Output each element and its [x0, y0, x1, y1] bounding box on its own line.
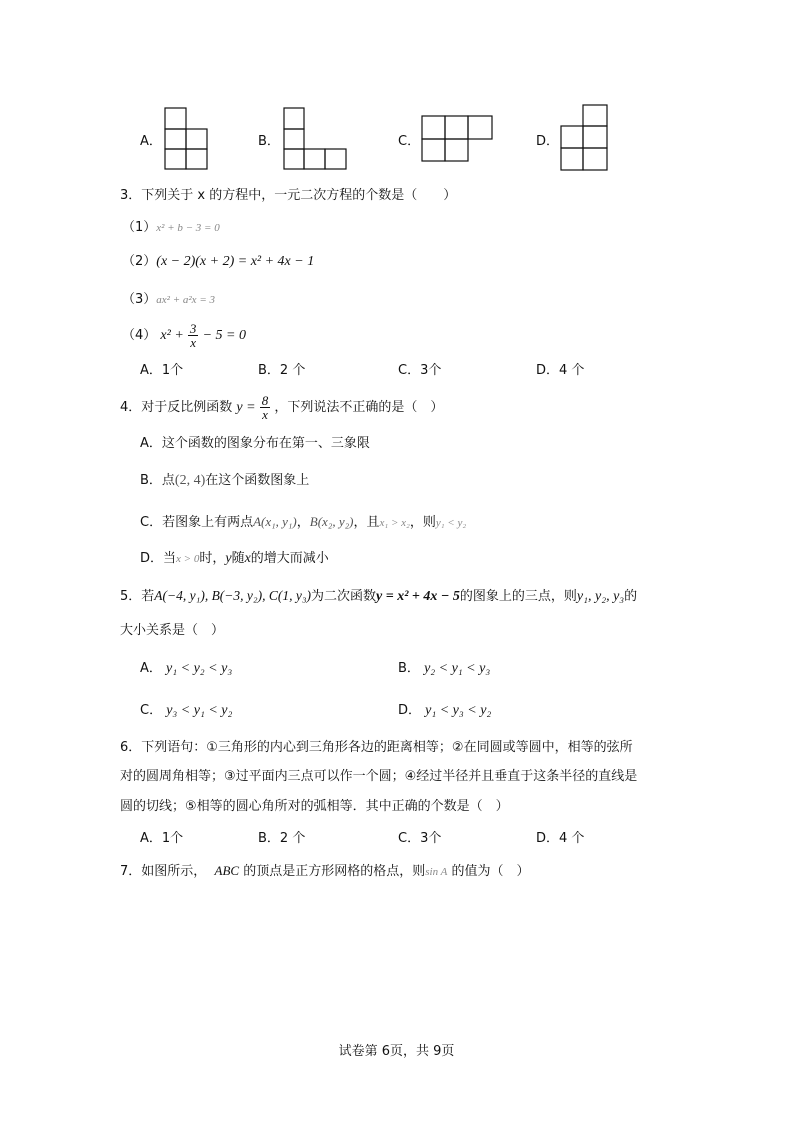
q3-option-c: C．3个 [398, 363, 442, 378]
q3-item-4-label: （4） [122, 328, 157, 343]
q4-option-c-res: y₁ < y₂ [435, 517, 467, 529]
q5-option-c [140, 701, 232, 721]
option-d-figure [560, 104, 610, 172]
option-c-figure [421, 115, 497, 163]
q4-stem-post: ，下列说法不正确的是（ ） [274, 400, 444, 415]
q5-option-b-label: B． [398, 661, 420, 676]
q4-option-c-cond: x₁ > x₂ [379, 517, 410, 529]
q4-frac-num: 8 [261, 393, 269, 408]
q7-stem-post: 的值为（ ） [451, 864, 530, 879]
q3-item-4-pre: x² + [160, 328, 184, 343]
q3-item-2-label: （2） [122, 254, 157, 269]
q5-option-b [398, 659, 490, 679]
q5-option-d [398, 701, 491, 721]
q4-option-d-mid2: 随 [231, 551, 245, 566]
q6-line-2: 对的圆周角相等；③过平面内三点可以作一个圆；④经过半径并且垂直于这条半径的直线是 [120, 769, 638, 784]
q4-option-b [140, 471, 309, 491]
q6-option-a: A．1个 [140, 831, 184, 846]
q3-item-3-label: （3） [122, 292, 157, 307]
q4-fraction [260, 394, 271, 421]
q4-option-c-point-a: A(x₁, y₁) [253, 514, 297, 529]
q4-option-a: A．这个函数的图象分布在第一、三象限 [140, 436, 370, 451]
q4-option-b-pre: B．点 [140, 473, 175, 488]
q5-option-c-label: C． [140, 703, 163, 718]
q7-triangle: ABC [214, 863, 240, 878]
q4-option-d-cond: x > 0 [176, 553, 200, 565]
q6-line-3: 圆的切线；⑤相等的圆心角所对的弧相等．其中正确的个数是（ ） [120, 799, 509, 814]
q4-option-d-pre: D．当 [140, 551, 177, 566]
q3-item-1 [122, 218, 220, 238]
q5-stem-line2: 大小关系是（ ） [120, 623, 225, 638]
q5-points: A(−4, y₁), B(−3, y₂), C(1, y₃) [154, 588, 312, 603]
q5-stem-post: 的 [624, 589, 638, 604]
q3-item-4-den: x [190, 335, 197, 350]
option-a-label: A． [140, 134, 162, 149]
q3-item-3-expr: ax² + a²x = 3 [156, 294, 215, 306]
q3-item-1-label: （1） [122, 220, 157, 235]
q7-stem-pre: 7．如图所示， [120, 864, 207, 879]
q3-option-b: B．2 个 [258, 363, 306, 378]
q4-stem [120, 393, 443, 423]
option-a-figure [164, 107, 210, 171]
q4-option-c-then: ，则 [409, 515, 436, 530]
q7-sin: sin A [425, 866, 448, 878]
q4-option-d [140, 549, 329, 569]
q4-frac-den: x [262, 407, 268, 422]
q4-option-c-mid: ， [296, 515, 310, 530]
q4-option-b-point: (2, 4) [174, 473, 206, 488]
q7-stem [120, 861, 530, 882]
q3-item-1-expr: x² + b − 3 = 0 [156, 222, 220, 234]
option-d-label: D． [536, 134, 560, 149]
q5-option-d-expr: y₁ < y₃ < y₂ [425, 703, 492, 718]
option-b-label: B． [258, 134, 280, 149]
option-c-label: C． [398, 134, 421, 149]
q4-option-d-post: 的增大而减小 [250, 551, 329, 566]
q5-stem-mid2: 的图象上的三点，则 [459, 589, 577, 604]
q6-option-c: C．3个 [398, 831, 442, 846]
q5-function: y = x² + 4x − 5 [376, 589, 460, 604]
q3-stem: 3．下列关于 x 的方程中，一元二次方程的个数是（ ） [120, 188, 457, 203]
q5-stem-line1 [120, 586, 637, 607]
q5-vars: y₁, y₂, y₃ [576, 589, 625, 604]
q6-option-b: B．2 个 [258, 831, 306, 846]
q5-option-a-label: A． [140, 661, 162, 676]
q5-stem-pre: 5．若 [120, 589, 155, 604]
q3-item-4-post: − 5 = 0 [202, 328, 246, 343]
q6-option-d: D．4 个 [536, 831, 585, 846]
q3-item-4-num: 3 [189, 321, 197, 336]
page-footer: 试卷第 6页，共 9页 [338, 1044, 455, 1059]
q3-item-2 [122, 252, 314, 272]
q4-option-c [140, 512, 466, 533]
q5-stem-mid: 为二次函数 [311, 589, 377, 604]
q6-line-1: 6．下列语句：①三角形的内心到三角形各边的距离相等；②在同圆或等圆中，相等的弦所 [120, 740, 633, 755]
q4-option-c-point-b: B(x₂, y₂) [309, 514, 354, 529]
q4-option-d-y: y [225, 551, 232, 566]
q5-option-a [140, 659, 232, 679]
q4-stem-pre: 4．对于反比例函数 [120, 400, 233, 415]
q5-option-d-label: D． [398, 703, 422, 718]
q3-item-3 [122, 290, 215, 310]
q3-item-2-expr: (x − 2)(x + 2) = x² + 4x − 1 [156, 254, 315, 269]
q3-item-4 [122, 322, 246, 350]
q4-option-b-post: 在这个函数图象上 [205, 473, 310, 488]
q4-option-d-mid: 时， [199, 551, 226, 566]
q5-option-b-expr: y₂ < y₁ < y₃ [424, 661, 491, 676]
q4-option-c-pre: C．若图象上有两点 [140, 515, 254, 530]
option-b-figure [283, 107, 349, 171]
q4-option-c-mid2: ，且 [353, 515, 380, 530]
q4-option-d-x: x [244, 551, 251, 566]
q4-stem-y: y = [236, 400, 256, 415]
q3-item-4-fraction [188, 322, 199, 349]
q5-option-a-expr: y₁ < y₂ < y₃ [166, 661, 233, 676]
q3-option-d: D．4 个 [536, 363, 585, 378]
q5-option-c-expr: y₃ < y₁ < y₂ [166, 703, 233, 718]
q7-stem-mid: 的顶点是正方形网格的格点，则 [243, 864, 426, 879]
q3-option-a: A．1个 [140, 363, 184, 378]
